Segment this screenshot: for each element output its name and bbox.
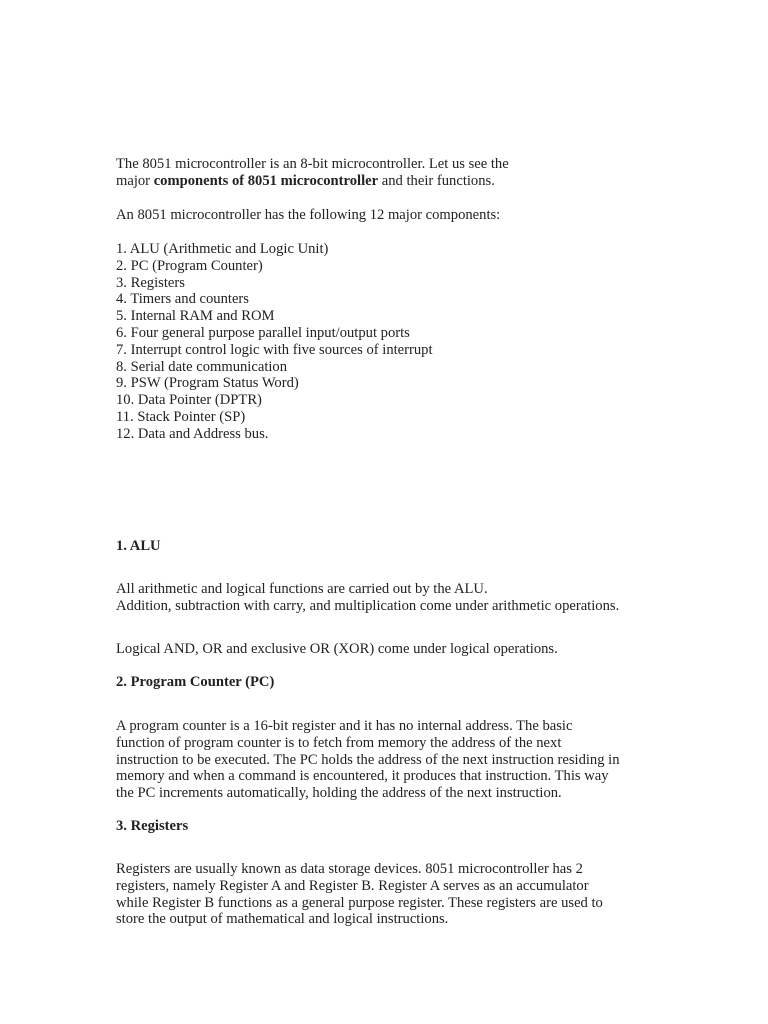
intro-line-1: The 8051 microcontroller is an 8-bit microcontroller. Let us see the <box>116 156 509 172</box>
alu-line-2: Addition, subtraction with carry, and multiplication come under arithmetic operations. <box>116 597 620 614</box>
pc-line: memory and when a command is encountered, it produces that instruction. This way <box>116 768 609 785</box>
alu-line-1: All arithmetic and logical functions are carried out by the ALU. <box>116 581 488 597</box>
list-item: 7. Interrupt control logic with five sources of interrupt <box>116 341 433 358</box>
pc-paragraph <box>116 718 656 802</box>
registers-line: Registers are usually known as data storage devices. 8051 microcontroller has 2 <box>116 861 583 877</box>
registers-line: while Register B functions as a general purpose register. These registers are used to <box>116 894 603 911</box>
list-item: 8. Serial date communication <box>116 358 288 375</box>
registers-paragraph <box>116 861 656 928</box>
alu-paragraph-2: Logical AND, OR and exclusive OR (XOR) come under logical operations. <box>116 641 558 657</box>
section-heading-alu: 1. ALU <box>116 538 161 554</box>
list-item: 10. Data Pointer (DPTR) <box>116 392 262 409</box>
registers-line: store the output of mathematical and logical instructions. <box>116 911 449 928</box>
list-item: 12. Data and Address bus. <box>116 425 269 442</box>
intro-paragraph <box>116 156 656 190</box>
section-heading-pc: 2. Program Counter (PC) <box>116 674 275 690</box>
list-item: 4. Timers and counters <box>116 291 249 308</box>
list-item: 5. Internal RAM and ROM <box>116 308 275 325</box>
list-item: 6. Four general purpose parallel input/output ports <box>116 324 410 341</box>
list-item: 2. PC (Program Counter) <box>116 257 263 274</box>
list-item: 1. ALU (Arithmetic and Logic Unit) <box>116 241 329 257</box>
section-heading-registers: 3. Registers <box>116 818 189 834</box>
intro-line-2-prefix: major <box>116 172 154 189</box>
components-intro: An 8051 microcontroller has the following 12 major components: <box>116 207 501 223</box>
list-item: 9. PSW (Program Status Word) <box>116 375 299 392</box>
list-item: 3. Registers <box>116 274 185 291</box>
intro-line-2-suffix: and their functions. <box>378 172 495 189</box>
pc-line: the PC increments automatically, holding the address of the next instruction. <box>116 785 562 802</box>
registers-line: registers, namely Register A and Register B. Register A serves as an accumulator <box>116 877 589 894</box>
list-item: 11. Stack Pointer (SP) <box>116 408 246 425</box>
pc-line: function of program counter is to fetch from memory the address of the next <box>116 734 562 751</box>
components-list <box>116 241 656 443</box>
alu-paragraph-1 <box>116 581 656 615</box>
pc-line: instruction to be executed. The PC holds the address of the next instruction residing in <box>116 751 620 768</box>
intro-bold-phrase: components of 8051 microcontroller <box>153 172 379 189</box>
pc-line: A program counter is a 16-bit register and it has no internal address. The basic <box>116 718 573 734</box>
intro-line-2 <box>116 173 656 190</box>
